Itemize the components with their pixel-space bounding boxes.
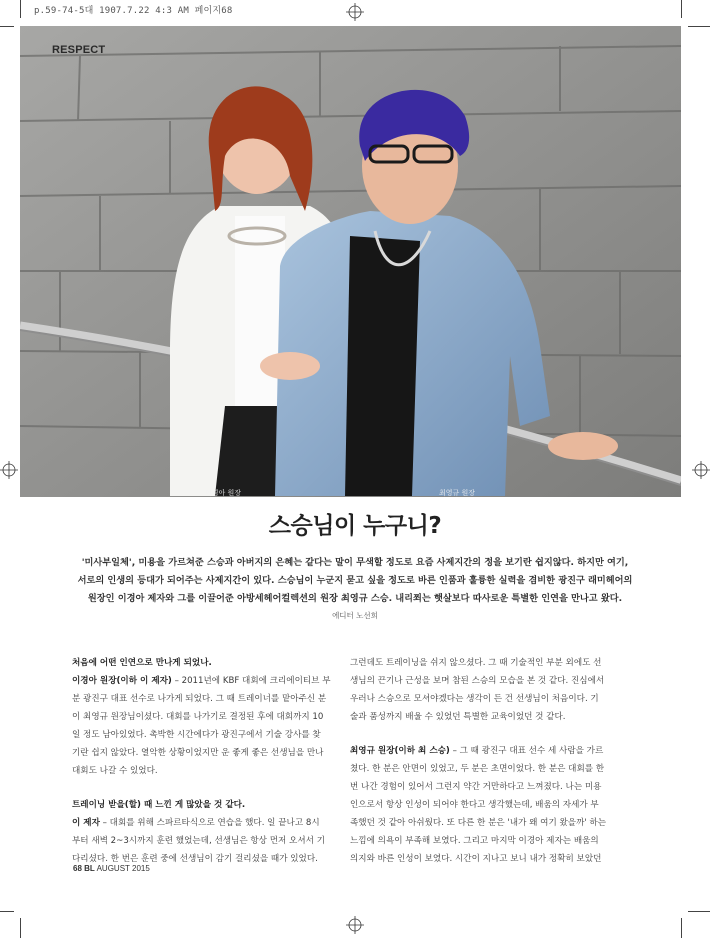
portrait-photo [20, 26, 681, 497]
question: 처음에 어떤 인연으로 만나게 되었나. [72, 658, 212, 668]
crop-mark-top-right [681, 0, 682, 18]
page-title: 스승님이 누구니? [268, 513, 442, 539]
registration-mark-right-icon [692, 461, 710, 479]
crop-mark-bottom-left [20, 918, 21, 938]
crop-mark-bottom-right-h [688, 911, 710, 912]
answer-line: 대회도 나갈 수 있었다. [72, 766, 158, 776]
speaker-label: 이 제자 [72, 818, 100, 828]
answer-line: 족했던 것 같아 아쉬웠다. 또 다른 한 분은 '내가 왜 여기 왔을까' 하는 [350, 818, 607, 828]
answer-line: 그런데도 트레이닝을 쉬지 않으셨다. 그 때 기술적인 부분 외에도 선 [350, 658, 602, 668]
answer-line: 이경아 원장(이하 이 제자) – 2011년에 KBF 대회에 크리에이티브 부 [72, 676, 331, 686]
portrait-photo-illustration [20, 26, 681, 497]
page-footer [73, 864, 150, 873]
speaker-label: 이경아 원장(이하 이 제자) [72, 676, 172, 686]
editor-credit: 에디터 노선희 [332, 611, 378, 620]
body-column-right [350, 654, 608, 868]
answer-line: 생님의 끈기나 근성을 보며 참된 스승의 모습을 본 것 같다. 진심에서 [350, 676, 605, 686]
crop-mark-bottom-right [681, 918, 682, 938]
issue-date: AUGUST 2015 [96, 864, 150, 873]
lead-line: 원장인 이경아 제자와 그를 이끌어준 아방세헤어컬렉션의 원장 최영규 스승. 내리쬐는 햇살보다 따사로운 특별한 인연을 만나고 왔다. [87, 593, 623, 604]
answer-line: 우러나 스승으로 모셔야겠다는 생각이 든 건 선생님이 처음이다. 기 [350, 694, 599, 704]
answer-line: 기란 쉽지 않았다. 열악한 상황이었지만 운 좋게 좋은 선생님을 만나 [72, 748, 324, 758]
crop-mark-top-right-h [688, 26, 710, 27]
answer-line: 번 나간 경험이 있어서 그런지 약간 거만하다고 느껴졌다. 나는 미용 [350, 782, 602, 792]
registration-mark-top-icon [346, 3, 364, 21]
answer-line: 의지와 바른 인성이 보였다. 시간이 지나고 보니 내가 정확히 보았던 [350, 854, 602, 864]
print-slug: p.59-74-5대 1907.7.22 4:3 AM 페이지68 [34, 6, 233, 16]
crop-mark-top-left [20, 0, 21, 18]
answer-line: 부터 새벽 2~3시까지 훈련 했었는데, 선생님은 항상 먼저 오셔서 기 [72, 836, 325, 846]
answer-line: 인으로서 항상 인성이 되어야 한다고 생각했는데, 배움의 자세가 부 [350, 800, 599, 810]
answer-line: 이 제자 – 대회를 위해 스파르타식으로 연습을 했다. 일 끝나고 8시 [72, 818, 320, 828]
crop-mark-bottom-left-h [0, 911, 14, 912]
lead-paragraph [60, 554, 650, 608]
answer-line: 일 정도 남아있었다. 촉박한 시간에다가 광진구에서 기술 강사를 찾 [72, 730, 321, 740]
magazine-name: BL [84, 864, 95, 873]
registration-mark-bottom-icon [346, 916, 364, 934]
registration-mark-left-icon [0, 461, 18, 479]
crop-mark-top-left-h [0, 26, 14, 27]
photo-caption-right: 최영규 원장 [439, 489, 476, 497]
answer-line: 최영규 원장(이하 최 스승) – 그 때 광진구 대표 선수 세 사람을 가르 [350, 746, 604, 756]
page-number: 68 [73, 864, 82, 873]
photo-caption-left: 이경아 원장 [205, 489, 242, 497]
answer-line: 분 광진구 대표 선수로 나가게 되었다. 그 때 트레이너를 맡아주신 분 [72, 694, 327, 704]
answer-line: 술과 품성까지 배울 수 있었던 특별한 교육이었던 것 같다. [350, 712, 566, 722]
answer-line: 쳤다. 한 분은 안면이 있었고, 두 분은 초면이었다. 한 분은 대회를 한 [350, 764, 605, 774]
lead-line: '미사부일체', 미용을 가르쳐준 스승과 아버지의 은혜는 같다는 말이 무색할 정도로 요즘 사제지간의 정을 보기란 쉽지않다. 하지만 여기, [81, 557, 629, 568]
speaker-label: 최영규 원장(이하 최 스승) [350, 746, 450, 756]
answer-line: 이 최영규 원장님이셨다. 대회를 나가기로 결정된 후에 대회까지 10 [72, 712, 324, 722]
section-tag: RESPECT [52, 44, 106, 56]
answer-line: 느낌에 의욕이 부족해 보였다. 그리고 마지막 이경아 제자는 배움의 [350, 836, 599, 846]
question: 트레이닝 받을(할) 때 느낀 게 많았을 것 같다. [72, 800, 246, 810]
answer-line: 다리셨다. 한 번은 훈련 중에 선생님이 감기 걸리셨을 때가 있었다. [72, 854, 318, 864]
body-column-left [72, 654, 330, 868]
lead-line: 서로의 인생의 등대가 되어주는 사제지간이 있다. 스승님이 누군지 묻고 싶을 정도로 바른 인품과 훌륭한 실력을 겸비한 광진구 래미헤어의 [77, 575, 633, 586]
